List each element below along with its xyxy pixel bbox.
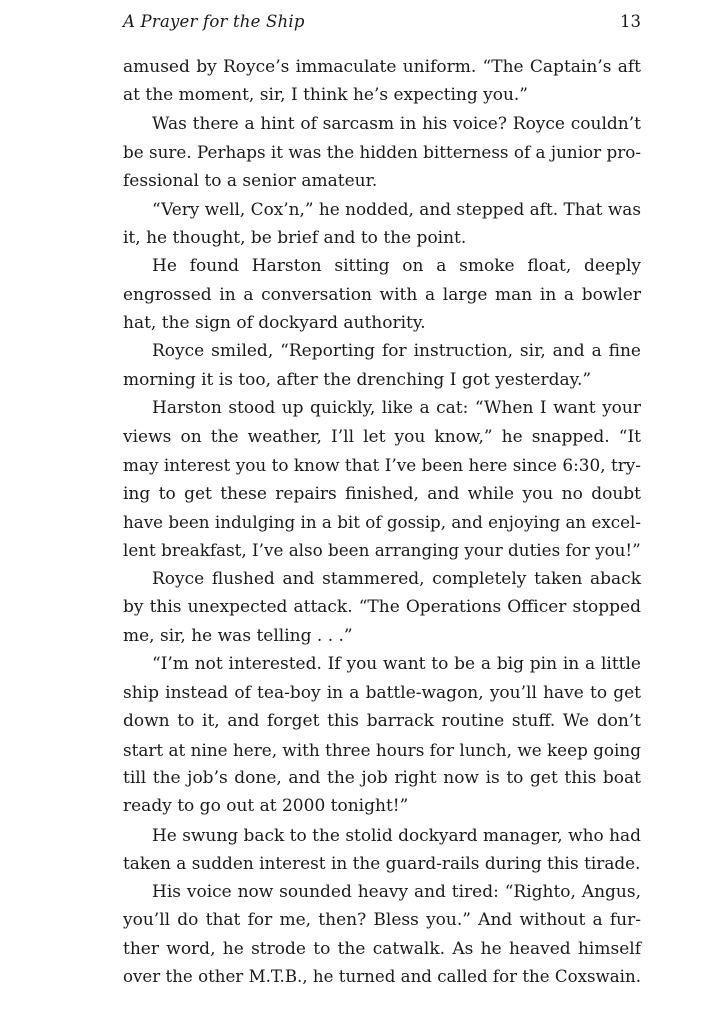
text-line: till the job’s done, and the job right now is to get this boat bbox=[123, 767, 641, 788]
text-line: amused by Royce’s immaculate uniform. “The Captain’s aft bbox=[123, 57, 641, 77]
text-line: morning it is too, after the drenching I got yesterday.” bbox=[123, 369, 592, 390]
text-line: have been indulging in a bit of gossip, and enjoying an excel- bbox=[123, 512, 641, 532]
text-line: ready to go out at 2000 tonight!” bbox=[123, 796, 409, 817]
text-line: “Very well, Cox’n,” he nodded, and stepped aft. That was bbox=[152, 199, 641, 220]
text-line: me, sir, he was telling . . .” bbox=[123, 625, 353, 646]
running-head bbox=[123, 10, 641, 34]
text-line: Royce flushed and stammered, completely taken aback bbox=[152, 568, 641, 589]
text-line: His voice now sounded heavy and tired: “Righto, Angus, bbox=[152, 881, 641, 902]
running-title: A Prayer for the Ship bbox=[123, 12, 305, 31]
text-line: down to it, and forget this barrack routine stuff. We don’t bbox=[123, 711, 641, 732]
text-line: by this unexpected attack. “The Operations Officer stopped bbox=[123, 597, 641, 618]
text-line: ship instead of tea-boy in a battle-wagon, you’ll have to get bbox=[123, 682, 641, 703]
text-line: taken a sudden interest in the guard-rails during this tirade. bbox=[123, 853, 641, 874]
text-line: engrossed in a conversation with a large man in a bowler bbox=[123, 284, 641, 305]
text-line: ther word, he strode to the catwalk. As he heaved himself bbox=[123, 938, 641, 959]
text-line: lent breakfast, I’ve also been arranging your duties for you!” bbox=[123, 540, 641, 561]
text-line: start at nine here, with three hours for lunch, we keep going bbox=[123, 739, 641, 760]
text-line: ing to get these repairs finished, and while you no doubt bbox=[123, 483, 641, 504]
text-line: He found Harston sitting on a smoke float, deeply bbox=[152, 256, 641, 277]
text-line: at the moment, sir, I think he’s expecting you.” bbox=[123, 85, 528, 106]
body-text bbox=[123, 53, 641, 991]
text-line: may interest you to know that I’ve been here since 6:30, try- bbox=[123, 455, 641, 476]
text-line: fessional to a senior amateur. bbox=[123, 170, 378, 191]
text-line: Was there a hint of sarcasm in his voice? Royce couldn’t bbox=[152, 113, 641, 134]
text-line: views on the weather, I’ll let you know,” he snapped. “It bbox=[123, 426, 641, 447]
text-line: “I’m not interested. If you want to be a big pin in a little bbox=[152, 654, 641, 675]
text-line: be sure. Perhaps it was the hidden bitterness of a junior pro- bbox=[123, 142, 641, 163]
page-number: 13 bbox=[620, 12, 641, 31]
text-line: Royce smiled, “Reporting for instruction, sir, and a fine bbox=[152, 341, 641, 362]
text-line: it, he thought, be brief and to the point. bbox=[123, 227, 467, 248]
text-line: you’ll do that for me, then? Bless you.” And without a fur- bbox=[123, 910, 641, 931]
text-line: Harston stood up quickly, like a cat: “When I want your bbox=[152, 398, 641, 419]
text-line: over the other M.T.B., he turned and called for the Coxswain. bbox=[123, 967, 641, 986]
text-line: He swung back to the stolid dockyard manager, who had bbox=[152, 824, 641, 845]
text-line: hat, the sign of dockyard authority. bbox=[123, 312, 426, 333]
